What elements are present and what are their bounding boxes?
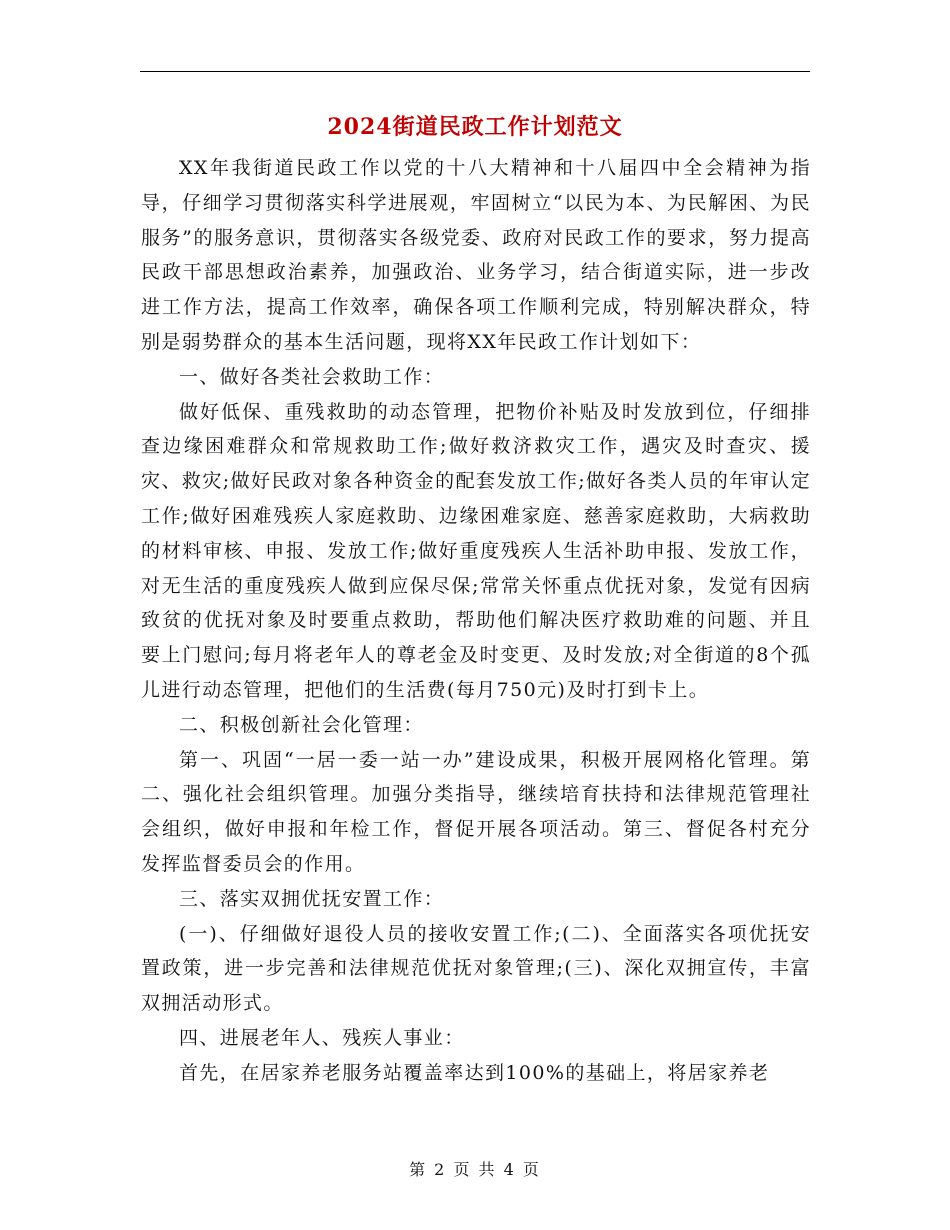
header-rule	[140, 71, 810, 72]
paragraph-section-4: 首先，在居家养老服务站覆盖率达到100%的基础上，将居家养老	[179, 1061, 770, 1084]
page-number-footer: 第 2 页 共 4 页	[409, 1160, 541, 1179]
paragraph-section-3: (一)、仔细做好退役人员的接收安置工作;(二)、全面落实各项优抚安置政策，进一步完善和法律规范优抚对象管理;(三)、深化双拥宣传，丰富双拥活动形式。	[141, 922, 811, 1015]
paragraph-intro: XX年我街道民政工作以党的十八大精神和十八届四中全会精神为指导，仔细学习贯彻落实科学进展观，牢固树立“以民为本、为民解困、为民服务”的服务意识，贯彻落实各级党委、政府对民政工作的要求，努力提高民政干部思想政治素养，加强政治、业务学习，结合街道实际，进一步改进工作方法，提高工作效率，确保各项工作顺利完成，特别解决群众，特别是弱势群众的基本生活问题，现将XX年民政工作计划如下：	[141, 157, 811, 353]
heading-section-3: 三、落实双拥优抚安置工作：	[179, 887, 445, 910]
heading-section-4: 四、进展老年人、残疾人事业：	[179, 1026, 465, 1049]
paragraph-section-2: 第一、巩固“一居一委一站一办”建设成果，积极开展网格化管理。第二、强化社会组织管理。加强分类指导，继续培育扶持和法律规范管理社会组织，做好申报和年检工作，督促开展各项活动。第三、督促各村充分发挥监督委员会的作用。	[141, 748, 811, 875]
paragraph-section-1: 做好低保、重残救助的动态管理，把物价补贴及时发放到位，仔细排查边缘困难群众和常规救助工作;做好救济救灾工作，遇灾及时查灾、援灾、救灾;做好民政对象各种资金的配套发放工作;做好各类人员的年审认定工作;做好困难残疾人家庭救助、边缘困难家庭、慈善家庭救助，大病救助的材料审核、申报、发放工作;做好重度残疾人生活补助申报、发放工作，对无生活的重度残疾人做到应保尽保;常常关怀重点优抚对象，发觉有因病致贫的优抚对象及时要重点救助，帮助他们解决医疗救助难的问题、并且要上门慰问;每月将老年人的尊老金及时变更、及时发放;对全街道的8个孤儿进行动态管理，把他们的生活费(每月750元)及时打到卡上。	[141, 400, 811, 701]
document-body	[141, 151, 811, 1091]
heading-section-2: 二、积极创新社会化管理：	[179, 713, 424, 736]
document-title: 2024街道民政工作计划范文	[327, 114, 623, 140]
heading-section-1: 一、做好各类社会救助工作：	[179, 365, 445, 388]
